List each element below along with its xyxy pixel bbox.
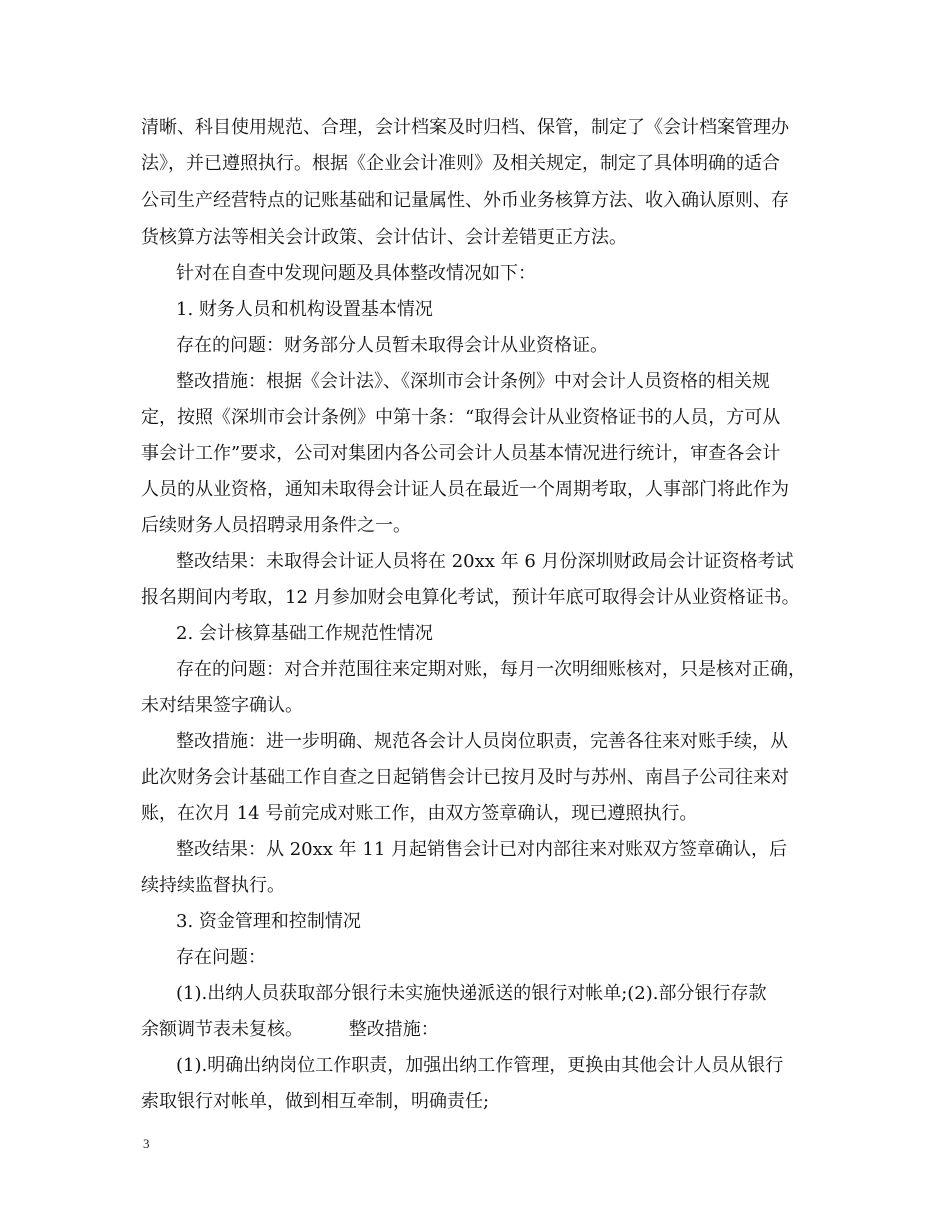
text-line: 后续财务人员招聘录用条件之一。 [141, 515, 411, 536]
text-line: 余额调节表未复核。 整改措施： [141, 1019, 439, 1040]
section-heading: 3. 资金管理和控制情况 [176, 911, 361, 932]
text-line: 此次财务会计基础工作自查之日起销售会计已按月及时与苏州、南昌子公司往来对 [141, 767, 789, 788]
text-line: 法》，并已遵照执行。根据《企业会计准则》及相关规定，制定了具体明确的适合 [141, 153, 780, 174]
text-line: 续持续监督执行。 [141, 875, 285, 896]
text-line: 定，按照《深圳市会计条例》中第十条：“取得会计从业资格证书的人员，方可从 [141, 407, 781, 428]
text-line: 整改结果：未取得会计证人员将在 20xx 年 6 月份深圳财政局会计证资格考试 [176, 551, 794, 572]
text-line: (1).出纳人员获取部分银行未实施快递派送的银行对帐单;(2).部分银行存款 [176, 983, 767, 1004]
text-line: 存在的问题：财务部分人员暂未取得会计从业资格证。 [176, 335, 608, 356]
text-line: 整改措施：进一步明确、规范各会计人员岗位职责，完善各往来对账手续，从 [176, 731, 788, 752]
page-number: 3 [143, 1136, 150, 1151]
section-heading: 1. 财务人员和机构设置基本情况 [176, 299, 433, 320]
section-heading: 2. 会计核算基础工作规范性情况 [176, 623, 433, 644]
text-line: 索取银行对帐单，做到相互牵制，明确责任; [141, 1091, 490, 1112]
text-line: 针对在自查中发现问题及具体整改情况如下： [176, 263, 536, 284]
text-line: 清晰、科目使用规范、合理，会计档案及时归档、保管，制定了《会计档案管理办 [141, 117, 789, 138]
text-line: 未对结果签字确认。 [141, 695, 303, 716]
text-line: 事会计工作”要求，公司对集团内各公司会计人员基本情况进行统计，审查各会计 [141, 443, 781, 464]
text-line: 货核算方法等相关会计政策、会计估计、会计差错更正方法。 [141, 227, 627, 248]
text-line: 公司生产经营特点的记账基础和记量属性、外币业务核算方法、收入确认原则、存 [141, 190, 789, 211]
text-line: 账，在次月 14 号前完成对账工作，由双方签章确认，现已遵照执行。 [141, 803, 698, 824]
text-line: 人员的从业资格，通知未取得会计证人员在最近一个周期考取，人事部门将此作为 [141, 479, 789, 500]
text-line: 存在的问题：对合并范围往来定期对账，每月一次明细账核对，只是核对正确， [176, 659, 806, 680]
text-line: 报名期间内考取，12 月参加财会电算化考试，预计年底可取得会计从业资格证书。 [141, 587, 800, 608]
text-line: 存在问题： [176, 947, 266, 968]
text-line: 整改结果：从 20xx 年 11 月起销售会计已对内部往来对账双方签章确认，后 [176, 839, 787, 860]
text-line: 整改措施：根据《会计法》、《深圳市会计条例》中对会计人员资格的相关规 [176, 371, 770, 392]
text-line: (1).明确出纳岗位工作职责，加强出纳工作管理，更换由其他会计人员从银行 [176, 1055, 784, 1076]
